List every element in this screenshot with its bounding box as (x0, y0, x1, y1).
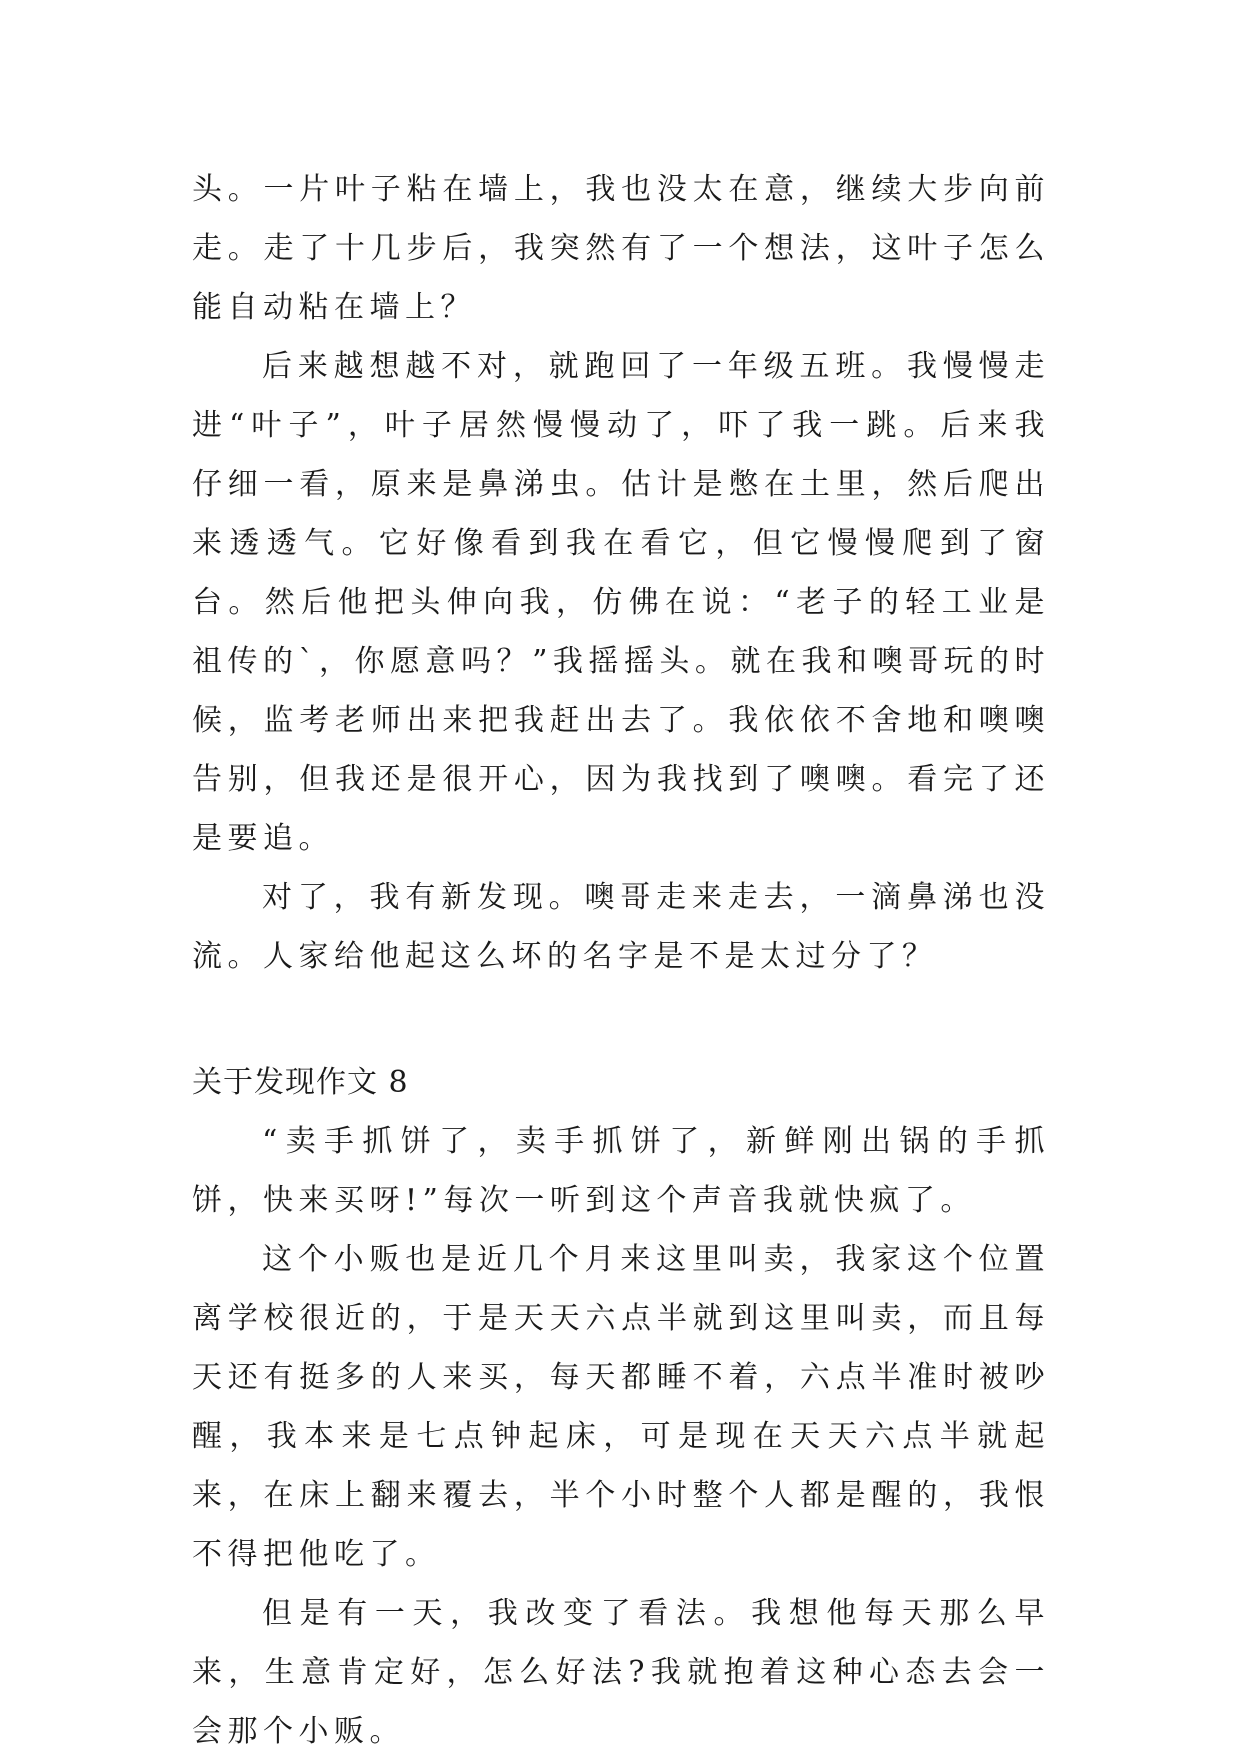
paragraph-continuation: 头。一片叶子粘在墙上，我也没太在意，继续大步向前走。走了十几步后，我突然有了一个想法，这叶子怎么能自动粘在墙上？ (192, 172, 1050, 325)
paragraph: 对了，我有新发现。噢哥走来走去，一滴鼻涕也没流。人家给他起这么坏的名字是不是太过分了？ (192, 880, 1050, 974)
document-body (192, 160, 1050, 1761)
paragraph: “卖手抓饼了，卖手抓饼了，新鲜刚出锅的手抓饼，快来买呀!”每次一听到这个声音我就快疯了。 (192, 1124, 1050, 1218)
paragraph: 这个小贩也是近几个月来这里叫卖，我家这个位置离学校很近的，于是天天六点半就到这里叫卖，而且每天还有挺多的人来买，每天都睡不着，六点半准时被吵醒，我本来是七点钟起床，可是现在天天六点半就起来，在床上翻来覆去，半个小时整个人都是醒的，我恨不得把他吃了。 (192, 1242, 1050, 1572)
paragraph: 但是有一天，我改变了看法。我想他每天那么早来，生意肯定好，怎么好法?我就抱着这种心态去会一会那个小贩。 (192, 1596, 1050, 1749)
paragraph: 后来越想越不对，就跑回了一年级五班。我慢慢走进“叶子”，叶子居然慢慢动了，吓了我一跳。后来我仔细一看，原来是鼻涕虫。估计是憋在土里，然后爬出来透透气。它好像看到我在看它，但它慢慢爬到了窗台。然后他把头伸向我，仿佛在说：“老子的轻工业是祖传的`，你愿意吗？”我摇摇头。就在我和噢哥玩的时候，监考老师出来把我赶出去了。我依依不舍地和噢噢告别，但我还是很开心，因为我找到了噢噢。看完了还是要追。 (192, 349, 1050, 856)
section-title: 关于发现作文 8 (192, 1065, 409, 1100)
